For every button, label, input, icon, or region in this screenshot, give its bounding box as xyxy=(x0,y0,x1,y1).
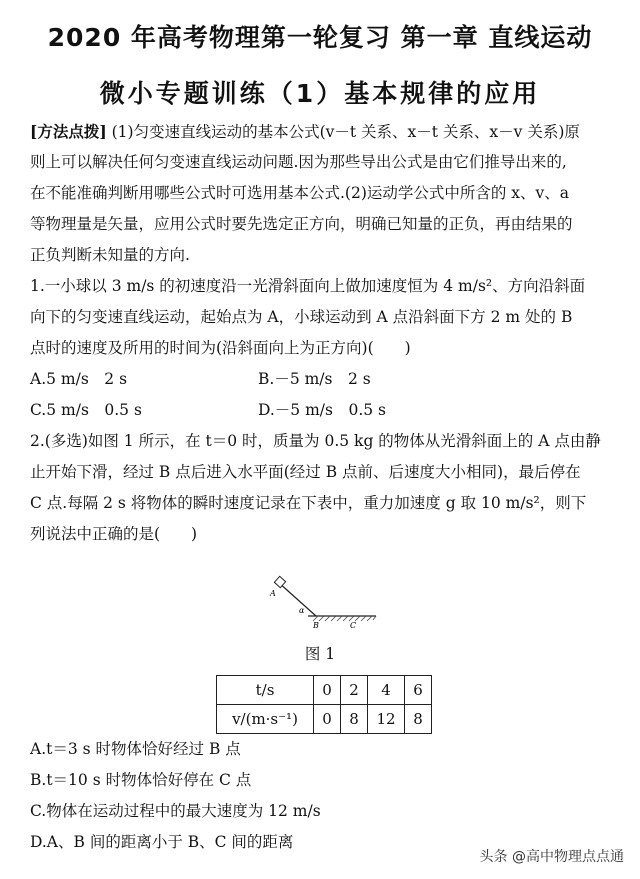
q2-options xyxy=(30,734,321,858)
method-text-1: (1)匀变速直线运动的基本公式(v－t 关系、x－t 关系、x－v 关系)原 xyxy=(111,123,580,141)
q1-option-a: A.5 m/s 2 s xyxy=(30,370,128,388)
ground-hatch xyxy=(313,616,376,621)
incline-line xyxy=(278,582,316,616)
method-line-4: 等物理量是矢量，应用公式时要先选定正方向，明确已知量的正负，再由结果的 xyxy=(30,215,573,233)
method-tag: [方法点拨] xyxy=(30,122,107,141)
q2-option-c: C.物体在运动过程中的最大速度为 12 m/s xyxy=(30,802,321,820)
document-body xyxy=(30,116,620,550)
q2-line-2: 止开始下滑，经过 B 点后进入水平面(经过 B 点前、后速度大小相同)，最后停在 xyxy=(30,463,581,481)
q1-option-b: B.－5 m/s 2 s xyxy=(258,370,371,388)
table-row xyxy=(217,705,432,734)
block xyxy=(274,576,285,587)
q2-line-4: 列说法中正确的是( ) xyxy=(30,525,198,543)
method-line-5: 正负判断未知量的方向. xyxy=(30,246,190,264)
page-title: 2020 年高考物理第一轮复习 第一章 直线运动 xyxy=(47,23,593,52)
table-cell: 8 xyxy=(405,705,432,734)
table-header-cell: t/s xyxy=(217,676,314,705)
watermark: 头条 @高中物理点点通 xyxy=(479,849,624,865)
table-cell: 0 xyxy=(314,676,341,705)
label-alpha: α xyxy=(299,606,305,615)
label-b: B xyxy=(313,621,319,630)
velocity-table xyxy=(216,675,432,734)
q1-option-d: D.－5 m/s 0.5 s xyxy=(258,401,386,419)
q2-option-a: A.t＝3 s 时物体恰好经过 B 点 xyxy=(30,740,241,758)
table-cell: 6 xyxy=(405,676,432,705)
page-subtitle: 微小专题训练（1）基本规律的应用 xyxy=(99,79,541,108)
method-line-3: 在不能准确判断用哪些公式时可选用基本公式.(2)运动学公式中所含的 x、v、a xyxy=(30,184,570,202)
q1-option-c: C.5 m/s 0.5 s xyxy=(30,401,142,419)
q1-options-row-1 xyxy=(30,364,620,395)
table-cell: 4 xyxy=(368,676,405,705)
method-line-1 xyxy=(30,116,620,147)
method-line-2: 则上可以解决任何匀变速直线运动问题.因为那些导出公式是由它们推导出来的, xyxy=(30,153,567,171)
q1-line-3: 点时的速度及所用的时间为(沿斜面向上为正方向)( ) xyxy=(30,339,411,357)
q2-option-b: B.t＝10 s 时物体恰好停在 C 点 xyxy=(30,771,252,789)
q1-line-2: 向下的匀变速直线运动，起始点为 A，小球运动到 A 点沿斜面下方 2 m 处的 B xyxy=(30,308,573,326)
q2-option-d: D.A、B 间的距离小于 B、C 间的距离 xyxy=(30,833,294,851)
table-cell: 8 xyxy=(341,705,368,734)
q2-line-3: C 点.每隔 2 s 将物体的瞬时速度记录在下表中，重力加速度 g 取 10 m/s²，则下 xyxy=(30,494,587,512)
table-cell: 0 xyxy=(314,705,341,734)
table-cell: 12 xyxy=(368,705,405,734)
q1-line-1: 1.一小球以 3 m/s 的初速度沿一光滑斜面向上做加速度恒为 4 m/s²、方向沿斜面 xyxy=(30,277,586,295)
label-a: A xyxy=(270,589,276,598)
q1-options-row-2 xyxy=(30,395,620,426)
label-c: C xyxy=(350,621,357,630)
incline-figure xyxy=(258,574,388,636)
figure-caption: 图 1 xyxy=(304,645,336,663)
table-header-cell: v/(m·s⁻¹) xyxy=(217,705,314,734)
table-row xyxy=(217,676,432,705)
table-cell: 2 xyxy=(341,676,368,705)
q2-line-1: 2.(多选)如图 1 所示，在 t＝0 时，质量为 0.5 kg 的物体从光滑斜面上的 A 点由静 xyxy=(30,432,601,450)
